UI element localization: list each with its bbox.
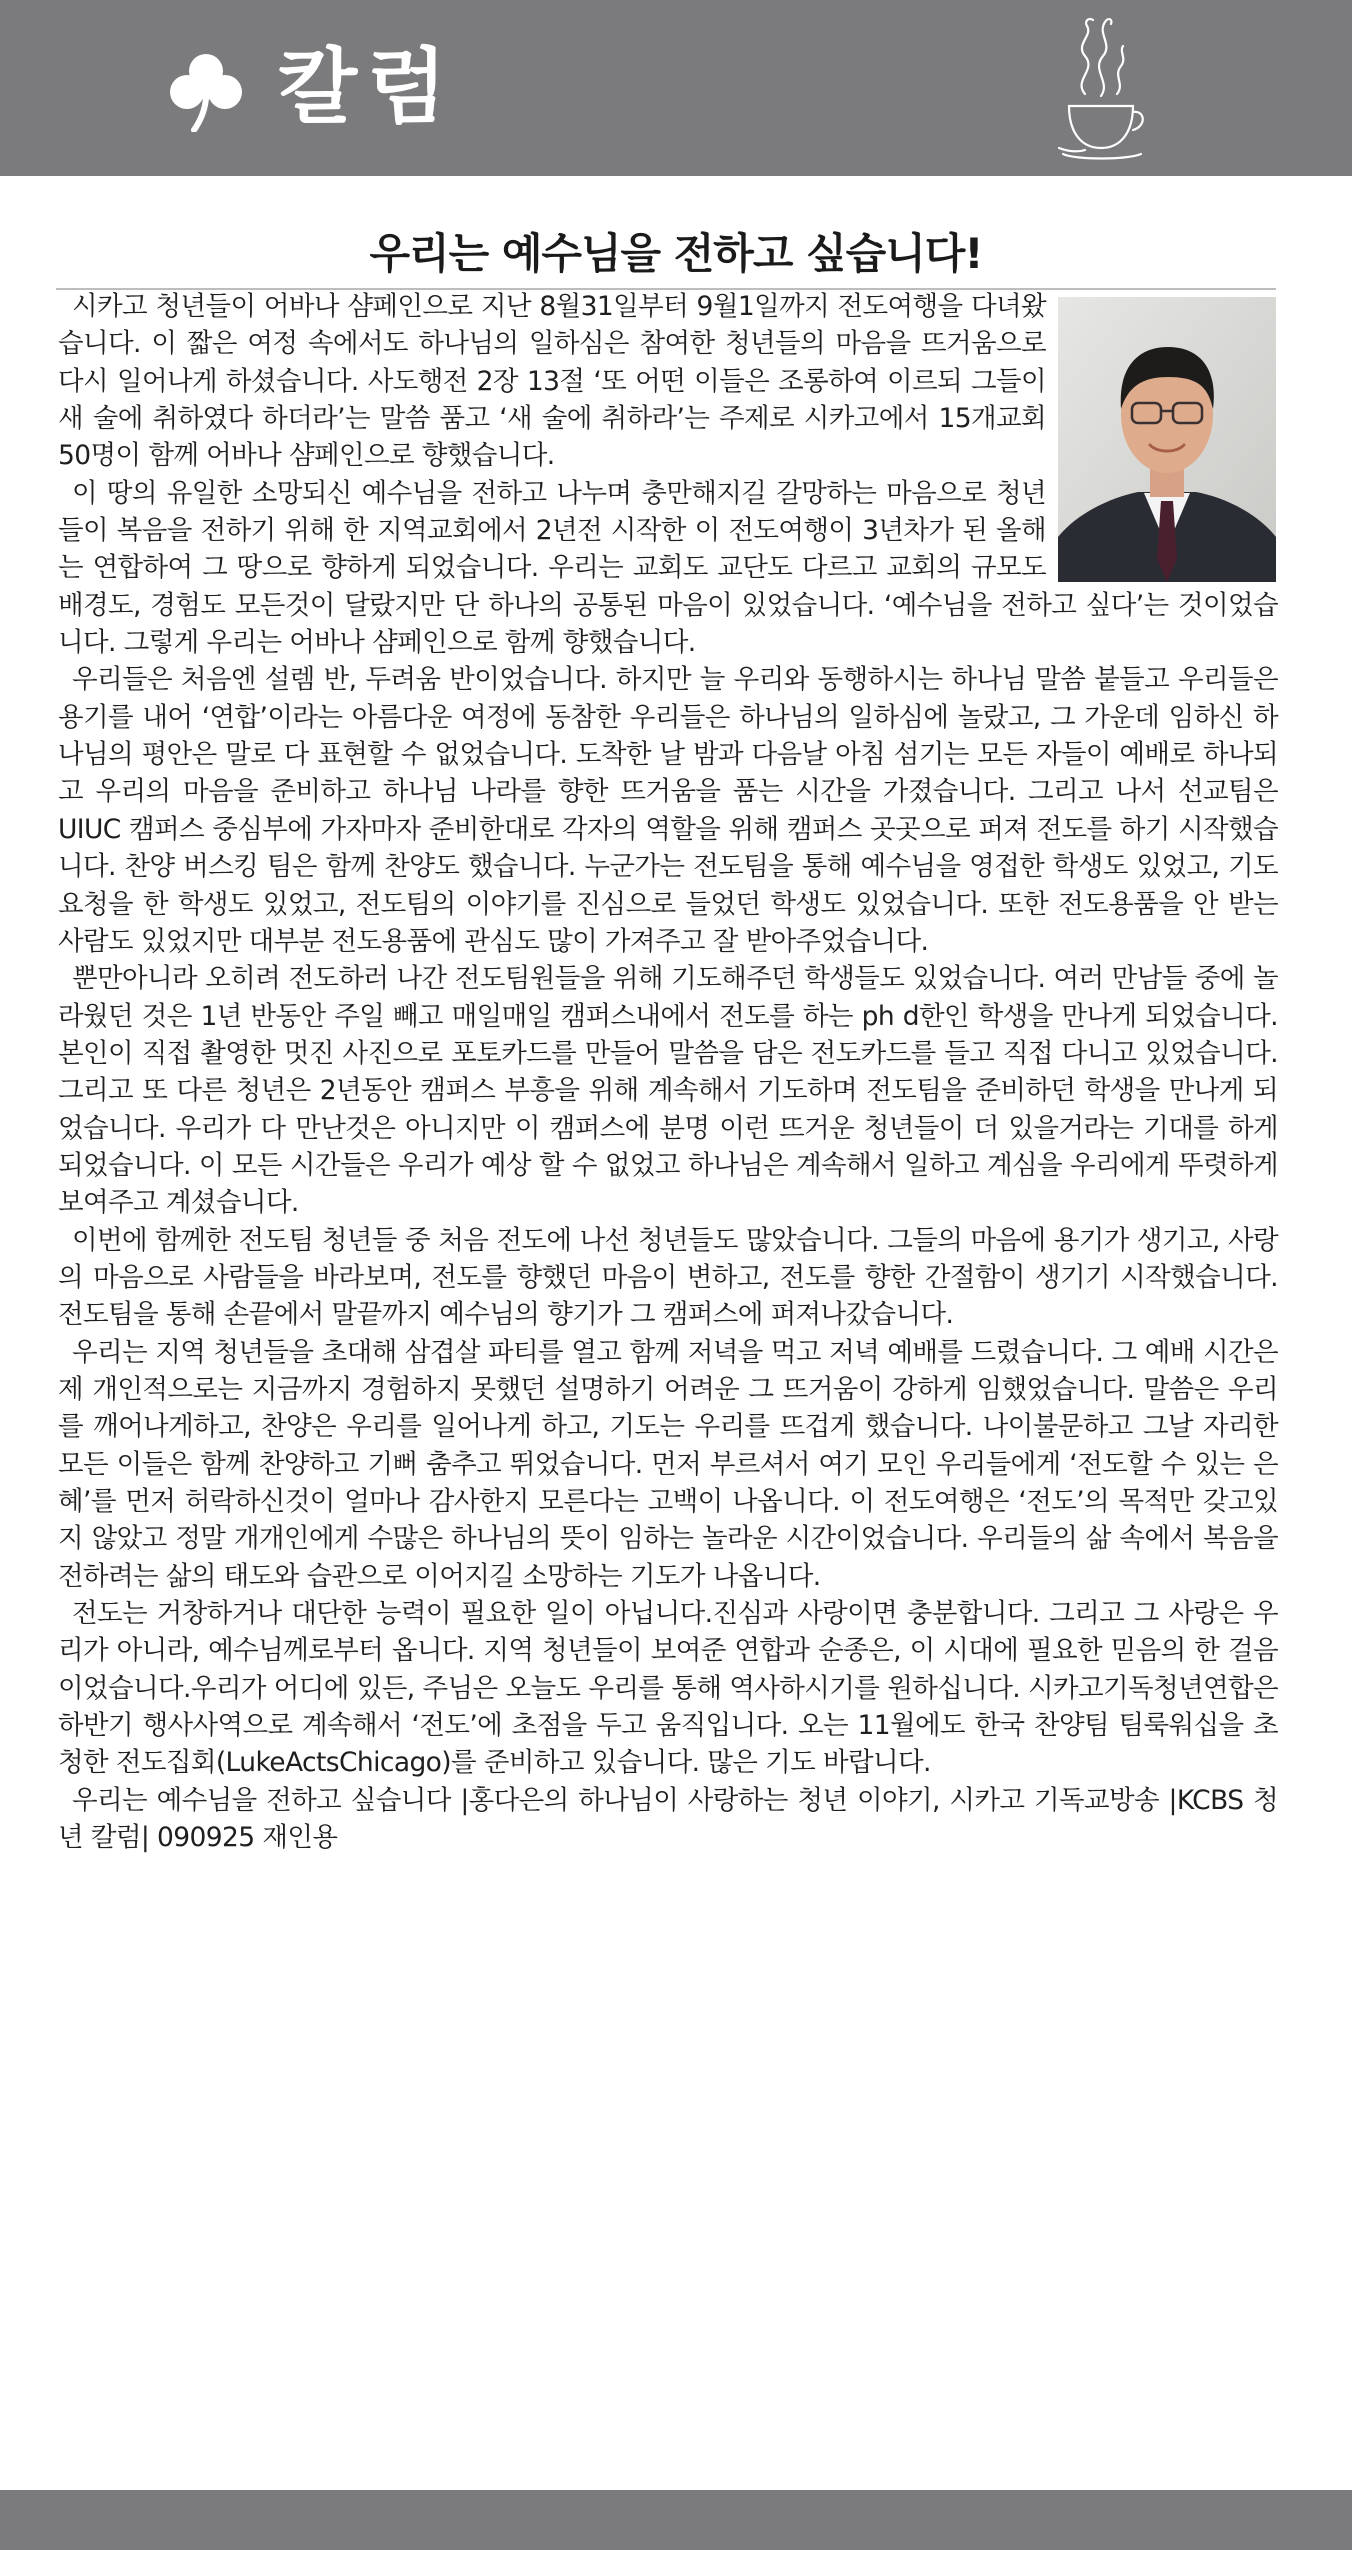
clover-icon (168, 52, 244, 132)
article-paragraph: 우리들은 처음엔 설렘 반, 두려움 반이었습니다. 하지만 늘 우리와 동행하시는 하나님 말씀 붙들고 우리들은 용기를 내어 ‘연합’이라는 아름다운 여정에 동참한 우리들은 하나님의 일하심에 놀랐고, 그 가운데 임하신 하나님의 평안은 말로 다 표현할 수 없었습니다. 도착한 날 밤과 다음날 아침 섬기는 모든 자들이 예배로 하나되고 우리의 마음을 준비하고 하나님 나라를 향한 뜨거움을 품는 시간을 가졌습니다. 그리고 나서 선교팀은 UIUC 캠퍼스 중심부에 가자마자 준비한대로 각자의 역할을 위해 캠퍼스 곳곳으로 퍼져 전도를 하기 시작했습니다. 찬양 버스킹 팀은 함께 찬양도 했습니다. 누군가는 전도팀을 통해 예수님을 영접한 학생도 있었고, 기도요청을 한 학생도 있었고, 전도팀의 이야기를 진심으로 들었던 학생도 있었습니다. 또한 전도용품을 안 받는 사람도 있었지만 대부분 전도용품에 관심도 많이 가져주고 잘 받아주었습니다. (58, 664, 1278, 957)
article-paragraph: 전도는 거창하거나 대단한 능력이 필요한 일이 아닙니다.진심과 사랑이면 충분합니다. 그리고 그 사랑은 우리가 아니라, 예수님께로부터 옵니다. 지역 청년들이 보여준 연합과 순종은, 이 시대에 필요한 믿음의 한 걸음이었습니다.우리가 어디에 있든, 주님은 오늘도 우리를 통해 역사하시기를 원하십니다. 시카고기독청년연합은 하반기 행사사역으로 계속해서 ‘전도’에 초점을 두고 움직입니다. 오는 11월에도 한국 찬양팀 팀룩워십을 초청한 전도집회(LukeActsChicago)를 준비하고 있습니다. 많은 기도 바랍니다. (58, 1598, 1278, 1779)
section-title: 칼럼 (278, 40, 457, 135)
article-body (58, 288, 1278, 1856)
article-source-credit: 우리는 예수님을 전하고 싶습니다 |홍다은의 하나님이 사랑하는 청년 이야기, 시카고 기독교방송 |KCBS 청년 칼럼| 090925 재인용 (58, 1784, 1278, 1854)
footer-bar (0, 2490, 1352, 2550)
header-bar (0, 0, 1352, 176)
coffee-cup-icon (1055, 8, 1147, 168)
article-paragraph: 우리는 지역 청년들을 초대해 삼겹살 파티를 열고 함께 저녁을 먹고 저녁 예배를 드렸습니다. 그 예배 시간은 제 개인적으로는 지금까지 경험하지 못했던 설명하기 어려운 그 뜨거움이 강하게 임했었습니다. 말씀은 우리를 깨어나게하고, 찬양은 우리를 일어나게 하고, 기도는 우리를 뜨겁게 했습니다. 나이불문하고 그날 자리한 모든 이들은 함께 찬양하고 기뻐 춤추고 뛰었습니다. 먼저 부르셔서 여기 모인 우리들에게 ‘전도할 수 있는 은혜’를 먼저 허락하신것이 얼마나 감사한지 모른다는 고백이 나옵니다. 이 전도여행은 ‘전도’의 목적만 갖고있지 않았고 정말 개개인에게 수많은 하나님의 뜻이 임하는 놀라운 시간이었습니다. 우리들의 삶 속에서 복음을 전하려는 삶의 태도와 습관으로 이어지길 소망하는 기도가 나옵니다. (58, 1336, 1278, 1592)
article-paragraph: 뿐만아니라 오히려 전도하러 나간 전도팀원들을 위해 기도해주던 학생들도 있었습니다. 여러 만남들 중에 놀라웠던 것은 1년 반동안 주일 빼고 매일매일 캠퍼스내에서 전도를 하는 ph d한인 학생을 만나게 되었습니다. 본인이 직접 촬영한 멋진 사진으로 포토카드를 만들어 말씀을 담은 전도카드를 들고 직접 다니고 있었습니다. 그리고 또 다른 청년은 2년동안 캠퍼스 부흥을 위해 계속해서 기도하며 전도팀을 준비하던 학생을 만나게 되었습니다. 우리가 다 만난것은 아니지만 이 캠퍼스에 분명 이런 뜨거운 청년들이 더 있을거라는 기대를 하게 되었습니다. 이 모든 시간들은 우리가 예상 할 수 없었고 하나님은 계속해서 일하고 계심을 우리에게 뚜렷하게 보여주고 계셨습니다. (58, 963, 1278, 1219)
photo-spacer (1046, 288, 1278, 586)
article-paragraph: 이 땅의 유일한 소망되신 예수님을 전하고 나누며 충만해지길 갈망하는 마음으로 청년들이 복음을 전하기 위해 한 지역교회에서 2년전 시작한 이 전도여행이 3년차가 된 올해는 연합하여 그 땅으로 향하게 되었습니다. 우리는 교회도 교단도 다르고 교회의 규모도 배경도, 경험도 모든것이 달랐지만 단 하나의 공통된 마음이 있었습니다. ‘예수님을 전하고 싶다’는 것이었습니다. 그렇게 우리는 어바나 샴페인으로 함께 향했습니다. (58, 477, 1278, 659)
article-paragraph: 시카고 청년들이 어바나 샴페인으로 지난 8월31일부터 9월1일까지 전도여행을 다녀왔습니다. 이 짧은 여정 속에서도 하나님의 일하심은 참여한 청년들의 마음을 뜨거움으로 다시 일어나게 하셨습니다. 사도행전 2장 13절 ‘또 어떤 이들은 조롱하여 이르되 그들이 새 술에 취하였다 하더라’는 말씀 품고 ‘새 술에 취하라’는 주제로 시카고에서 15개교회 50명이 함께 어바나 샴페인으로 향했습니다. (58, 291, 1046, 472)
article-paragraph: 이번에 함께한 전도팀 청년들 중 처음 전도에 나선 청년들도 많았습니다. 그들의 마음에 용기가 생기고, 사랑의 마음으로 사람들을 바라보며, 전도를 향했던 마음이 변하고, 전도를 향한 간절함이 생기기 시작했습니다. 전도팀을 통해 손끝에서 말끝까지 예수님의 향기가 그 캠퍼스에 퍼져나갔습니다. (58, 1224, 1278, 1331)
article-title: 우리는 예수님을 전하고 싶습니다! (369, 229, 983, 278)
